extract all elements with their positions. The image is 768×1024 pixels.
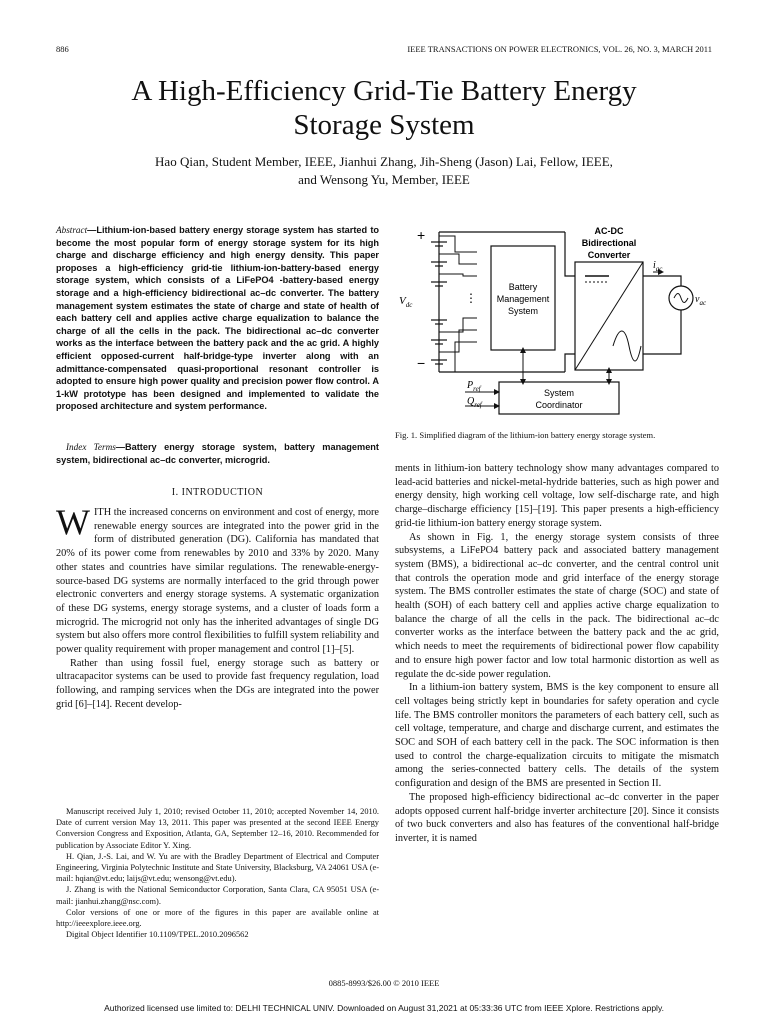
acdc-label-1: AC-DC — [594, 226, 624, 236]
ellipsis-dots: ⋮ — [465, 291, 477, 305]
drop-cap: W — [56, 502, 90, 542]
issn-copyright: 0885-8993/$26.00 © 2010 IEEE — [328, 978, 440, 988]
vdc-label: $V_{dc}$ — [399, 295, 413, 309]
system-diagram-figure — [395, 222, 719, 422]
authors-line-2: and Wensong Yu, Member, IEEE — [298, 172, 470, 187]
footnote-4: Color versions of one or more of the figures in this paper are available online at http://ieeexplore.ieee.org. — [56, 907, 379, 929]
license-notice: Authorized licensed use limited to: DELHI TECHNICAL UNIV. Downloaded on August 31,2021 at 05:33:36 UTC from IEEE Xplore. Restrictions apply. — [104, 1003, 664, 1013]
right-paragraph-4: The proposed high-efficiency bidirectional ac–dc converter in the paper adopts opposed current half-bridge inverter architecture [20]. Since it consists of two buck converters and also has features of the conventional half-bridge inverter, it is named — [395, 791, 719, 844]
iac-label: $i_{ac}$ — [653, 260, 663, 273]
qref-label: $Q_{ref}$ — [467, 396, 482, 409]
right-column — [395, 462, 719, 846]
acdc-label-3: Converter — [587, 250, 631, 260]
title-line-1: A High-Efficiency Grid-Tie Battery Energy — [131, 75, 637, 107]
footnote-2: H. Qian, J.-S. Lai, and W. Yu are with the Bradley Department of Electrical and Computer Engineering, Virginia Polytechnic Institute and State University, Blacksburg, VA 24061 USA (e-mail: hqian@vt.edu; laijs@vt.edu; wensong@vt.edu). — [56, 851, 379, 884]
figure-caption: Fig. 1. Simplified diagram of the lithium-ion battery energy storage system. — [395, 430, 656, 440]
footnote-1: Manuscript received July 1, 2010; revised October 11, 2010; accepted November 14, 2010. Date of current version May 13, 2011. This paper was presented at the second IEEE Energy Conversion Congress and Exposition, Atlanta, GA, September 12–16, 2010. Recommended for publication by Associate Editor Y. Xing. — [56, 807, 379, 850]
index-terms — [56, 441, 379, 466]
author-list — [0, 153, 768, 189]
acdc-label-2: Bidirectional — [581, 238, 637, 248]
paper-title — [0, 74, 768, 142]
authors-line-1: Hao Qian, Student Member, IEEE, Jianhui Zhang, Jih-Sheng (Jason) Lai, Fellow, IEEE, — [155, 154, 613, 169]
right-paragraph-3: In a lithium-ion battery system, BMS is the key component to ensure all cell voltages being strictly kept in boundaries for safety operation and cycle life. The BMS controller monitors the parameters of each battery cell, such as cell voltage, temperature, and charge and discharge current, and estimates the SOC and SOH of each battery cell in the pack. The SOC information is then used to control the charge-equalization circuits to mitigate the mismatch among the series-connected battery cells. The details of the system configuration and design of the BMS are presented in Section II. — [395, 682, 719, 790]
page-number: 886 — [56, 44, 69, 54]
right-paragraph-2: As shown in Fig. 1, the energy storage system consists of three subsystems, a LiFePO4 battery pack and associated battery management system (BMS), a bidirectional ac–dc converter, and the central control unit that controls the operation mode and grid interface of the energy storage system. The BMS controller estimates the state of charge (SOC) and state of health (SOH) of each battery cell and applies active charge equalization to balance the charge of all the cells in the pack. The bidirectional ac–dc converter works as the interface between the battery pack and the ac grid, which needs to meet the requirements of bidirectional power flow capability and to ensure high power factor and low total harmonic distortion as well as regulate the dc-side power regulation. — [395, 531, 719, 680]
minus-terminal: − — [417, 355, 426, 371]
index-terms-label: Index Terms — [66, 442, 116, 452]
right-paragraph-1: ments in lithium-ion battery technology show many advantages compared to lead-acid batteries and nickel-metal-hydride batteries, such as high power and energy density, high working cell voltage, low self-discharge rate, and high charge–discharge efficiency [15]–[19]. This paper presents a high-efficiency grid-tie lithium-ion battery energy storage system. — [395, 463, 719, 529]
bms-label-1: Battery — [508, 282, 538, 292]
intro-paragraph-2: Rather than using fossil fuel, energy storage such as battery or ultracapacitor systems can be used to provide fast frequency regulation, load following, and ramping services when the DGs are integrated into the power grid [6]–[14]. Recent develop- — [56, 657, 379, 710]
coordinator-label-2: Coordinator — [535, 400, 583, 410]
title-line-2: Storage System — [293, 109, 475, 141]
intro-paragraph-1 — [56, 502, 379, 657]
intro-paragraph-1-text: ITH the increased concerns on environment and cost of energy, more renewable energy sources are integrated into the power grid in the form of distributed generation (DG). California has mandated that 20% of its power come from renewables by 2010 and 33% by 2020. Many other states and countries have similar regulations. The renewable-energy-source-based DG systems are normally interfaced to the grid through power electronic converters and energy storage systems. A systematic organization of these DG systems, energy storage systems, and a cluster of loads form a microgrid. The microgrid not only has the inherited advantages of single DG system but also offers more control flexibilities to fulfill system reliability and power quality requirement with proper management and control [1]–[5]. — [56, 507, 379, 656]
pref-label: $P_{ref}$ — [467, 380, 481, 393]
introduction-left-column — [56, 502, 379, 712]
abstract-text: —Lithium-ion-based battery energy storage system has started to become the most popular form of energy storage system for its high charge and discharge efficiency and high energy density. This paper proposes a high-efficiency grid-tie lithium-ion-battery-based energy storage system, which consists of a LiFePO4 -battery-based energy storage and a high-efficiency bidirectional ac–dc converter. The battery management system estimates the state of charge and state of health of each battery cell and applies active charge equalization to balance the charge of all the cells in the pack. The bidirectional ac–dc converter works as the interface between the battery pack and the ac grid. A highly efficient opposed-current half-bridge-type inverter along with an admittance-compensated quasi-proportional resonant controller is adopted to ensure high power quality and precision power flow control. A 1-kW prototype has been designed and implemented to validate the proposed architecture and system performance. — [56, 225, 379, 412]
ac-output-wire — [643, 276, 681, 286]
index-terms-text: —Battery energy storage system, battery management system, bidirectional ac–dc converter, microgrid. — [56, 442, 379, 465]
footnotes — [56, 806, 379, 940]
coordinator-label-1: System — [543, 388, 575, 398]
plus-terminal: + — [417, 227, 426, 243]
bms-label-2: Management — [496, 294, 550, 304]
bms-label-3: System — [507, 306, 539, 316]
journal-header: IEEE TRANSACTIONS ON POWER ELECTRONICS, VOL. 26, NO. 3, MARCH 2011 — [407, 44, 712, 54]
footnote-3: J. Zhang is with the National Semiconductor Corporation, Santa Clara, CA 95051 USA (e-mail: jianhui.zhang@nsc.com). — [56, 885, 379, 906]
footnote-5: Digital Object Identifier 10.1109/TPEL.2010.2096562 — [66, 930, 249, 940]
abstract — [56, 224, 379, 413]
section-heading: I. INTRODUCTION — [171, 487, 264, 498]
abstract-label: Abstract — [56, 225, 88, 235]
vac-label: $v_{ac}$ — [695, 294, 707, 307]
